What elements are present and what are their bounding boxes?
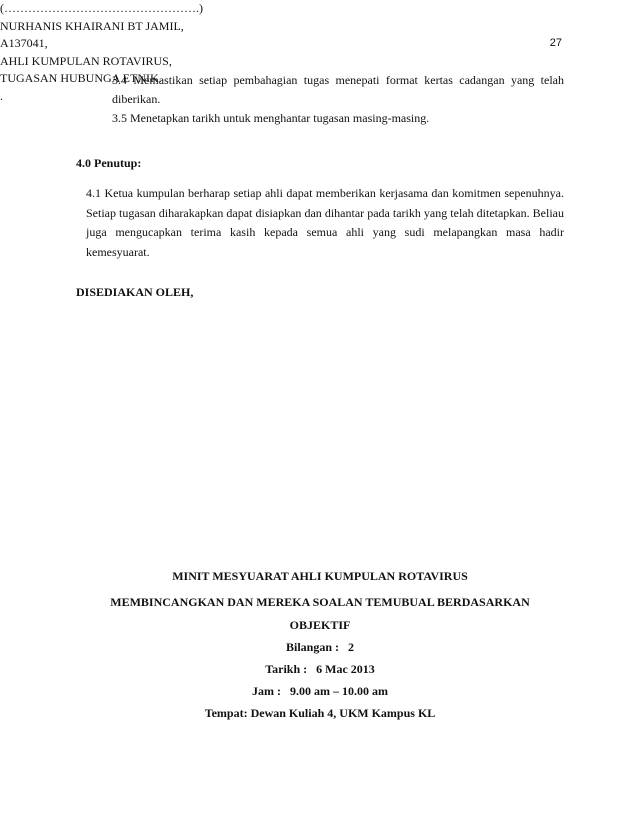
meeting-date: Tarikh : 6 Mac 2013	[265, 662, 375, 676]
signer-group: AHLI KUMPULAN ROTAVIRUS,	[0, 53, 172, 68]
minutes-subtitle-line2: OBJEKTIF	[289, 618, 351, 632]
list-item	[112, 109, 564, 128]
page-number: 27	[549, 37, 562, 49]
meeting-number: Bilangan : 2	[285, 640, 354, 654]
closing-heading: 4.0 Penutup:	[76, 156, 142, 170]
signer-course: TUGASAN HUBUNGA ETNIK.	[0, 71, 162, 85]
closing-paragraph: 4.1 Ketua kumpulan berharap setiap ahli dapat memberikan kerjasama dan komitmen sepenuhnya. Setiap tugasan diharakapkan dapat disiapkan dan dihantar pada tarikh yang telah ditetapkan. Beliau juga mengucapkan terima kasih kepada semua ahli yang sudi melapangkan masa hadir kemesyuarat.	[86, 186, 564, 259]
list-item-line: 3.4 Memastikan setiap pembahagian tugas menepati format kertas cadangan yang telah	[112, 73, 564, 87]
trailing-dot: .	[0, 88, 3, 103]
minutes-title: MINIT MESYUARAT AHLI KUMPULAN ROTAVIRUS	[172, 569, 468, 583]
list-item	[112, 71, 564, 109]
minutes-subtitle-line1: MEMBINCANGKAN DAN MEREKA SOALAN TEMUBUAL BERDASARKAN	[110, 595, 530, 609]
task-list	[112, 71, 564, 128]
meeting-venue: Tempat: Dewan Kuliah 4, UKM Kampus KL	[204, 706, 436, 720]
prepared-by-heading: DISEDIAKAN OLEH,	[76, 285, 194, 299]
list-item-line: 3.5 Menetapkan tarikh untuk menghantar tugasan masing-masing.	[112, 111, 430, 125]
meeting-time: Jam : 9.00 am – 10.00 am	[252, 684, 388, 698]
signer-name: NURHANIS KHAIRANI BT JAMIL,	[0, 18, 184, 33]
signer-id: A137041,	[0, 36, 48, 50]
signature-line: (………………………………………….)	[0, 1, 203, 15]
list-item-line: diberikan.	[112, 92, 161, 106]
